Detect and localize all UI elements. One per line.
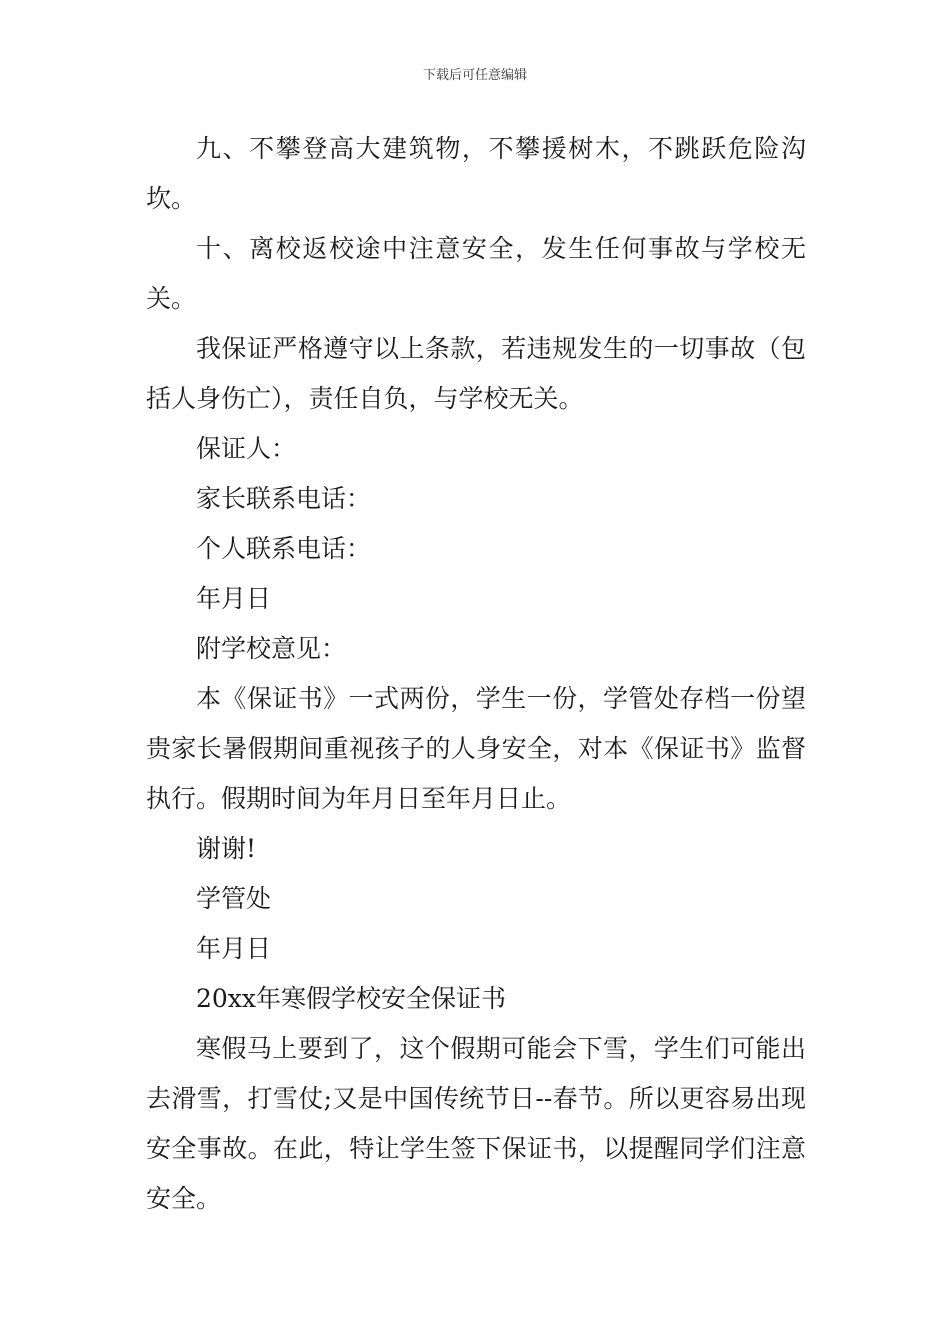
- school-opinion-label: 附学校意见：: [196, 634, 347, 663]
- office-signature: 学管处: [196, 884, 272, 913]
- personal-phone-label: 个人联系电话：: [196, 534, 372, 563]
- clause-ten: 十、离校返校途中注意安全，发生任何事故与学校无关。: [146, 234, 806, 313]
- section-title: 20xx年寒假学校安全保证书: [196, 984, 507, 1013]
- date-line: 年月日: [196, 584, 272, 613]
- header-note: 下载后可任意编辑: [422, 68, 527, 83]
- thanks-line: 谢谢!: [196, 834, 257, 863]
- document-body: [146, 124, 806, 1224]
- office-date-line: 年月日: [196, 934, 272, 963]
- pledge-statement: 我保证严格遵守以上条款，若违规发生的一切事故（包括人身伤亡），责任自负，与学校无关。: [146, 334, 806, 413]
- guarantor-label: 保证人：: [196, 434, 297, 463]
- winter-intro: 寒假马上要到了，这个假期可能会下雪，学生们可能出去滑雪，打雪仗;又是中国传统节日--春节。所以更容易出现安全事故。在此，特让学生签下保证书，以提醒同学们注意安全。: [146, 1034, 806, 1213]
- copies-notice: 本《保证书》一式两份，学生一份，学管处存档一份望贵家长暑假期间重视孩子的人身安全，对本《保证书》监督执行。假期时间为年月日至年月日止。: [146, 684, 806, 813]
- clause-nine: 九、不攀登高大建筑物，不攀援树木，不跳跃危险沟坎。: [146, 134, 806, 213]
- parent-phone-label: 家长联系电话：: [196, 484, 372, 513]
